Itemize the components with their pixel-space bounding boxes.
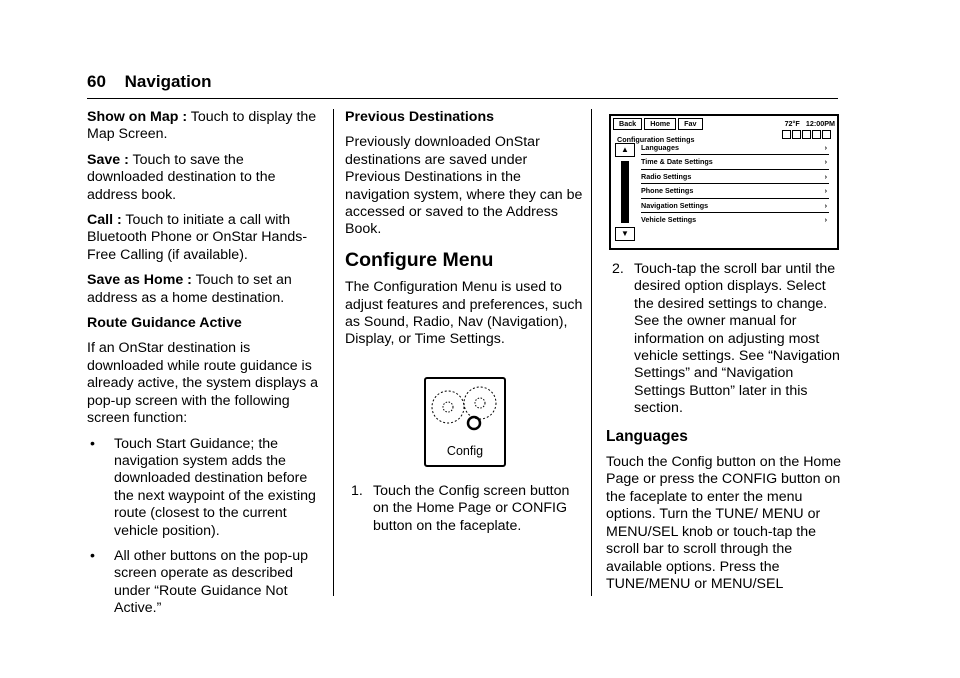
status-icon — [782, 130, 791, 139]
configuration-screen-figure — [609, 114, 839, 250]
section-title: Navigation — [124, 72, 212, 91]
chevron-right-icon: › — [824, 171, 827, 181]
bullet-text: Touch Start Guidance; the navigation system adds the downloaded destination before the next waypoint of the existing route (closest to the current vehicle position). — [114, 435, 316, 539]
step-1 — [345, 483, 585, 535]
languages-heading: Languages — [606, 427, 688, 445]
step-number: 1. — [351, 482, 363, 499]
scroll-bar[interactable] — [615, 143, 635, 239]
config-label: Config — [446, 444, 484, 459]
column-2 — [345, 109, 585, 543]
bullet-item — [87, 436, 322, 540]
header-rule — [87, 98, 838, 99]
save-as-home-entry — [87, 272, 322, 307]
gears-icon — [426, 381, 504, 441]
term-label: Save as Home : — [87, 272, 192, 289]
chevron-right-icon: › — [824, 157, 827, 167]
term-text: Touch to display the Map Screen. — [87, 109, 317, 143]
bullet-text: All other buttons on the pop-up screen operate as described under “Route Guidance Not Active.” — [114, 547, 309, 617]
column-divider — [591, 109, 592, 596]
route-guidance-paragraph: If an OnStar destination is downloaded while route guidance is already active, the system displays a pop-up screen with the following screen function: — [87, 340, 319, 427]
page-number: 60 — [87, 72, 106, 91]
page-header — [87, 72, 212, 92]
item-label: Navigation Settings — [641, 200, 709, 210]
step-2 — [606, 261, 842, 418]
back-button[interactable]: Back — [613, 118, 642, 130]
column-1 — [87, 109, 322, 626]
home-button[interactable]: Home — [644, 118, 676, 130]
item-label: Vehicle Settings — [641, 214, 697, 224]
screen-top-bar — [613, 118, 835, 130]
item-label: Phone Settings — [641, 186, 694, 196]
status-icons — [782, 130, 831, 139]
step-text: Touch the Config screen button on the Home Page or CONFIG button on the faceplate. — [373, 482, 570, 534]
save-entry — [87, 152, 322, 204]
settings-list — [641, 141, 829, 226]
bullet-mark: • — [90, 547, 95, 564]
step-text: Touch-tap the scroll bar until the desired option displays. Select the desired settings to change. See the owner manual for information on adjusting most vehicle settings. See “Navigation Settings” and “Navigation Settings Button” later in this section. — [634, 261, 840, 417]
chevron-right-icon: › — [824, 214, 827, 224]
step-number: 2. — [612, 261, 624, 277]
column-3 — [606, 109, 842, 601]
temperature: 72°F — [784, 119, 800, 129]
previous-destinations-paragraph: Previously downloaded OnStar destinations are saved under Previous Destinations in the navigation system, where they can be accessed or saved to the Address Book. — [345, 134, 583, 238]
scroll-up-icon[interactable]: ▲ — [615, 143, 635, 157]
configure-menu-heading: Configure Menu — [345, 248, 494, 271]
scroll-down-icon[interactable]: ▼ — [615, 227, 635, 241]
item-label: Languages — [641, 143, 679, 152]
bullet-item — [87, 548, 322, 618]
chevron-right-icon: › — [824, 186, 827, 196]
scroll-thumb[interactable] — [621, 161, 629, 223]
bullet-mark: • — [90, 435, 95, 452]
route-guidance-heading: Route Guidance Active — [87, 315, 242, 332]
status-icon — [822, 130, 831, 139]
status-icon — [792, 130, 801, 139]
status-icon — [812, 130, 821, 139]
clock: 12:00PM — [805, 119, 835, 129]
chevron-right-icon: › — [824, 143, 827, 152]
term-text: Touch to set an address as a home destination. — [87, 272, 292, 306]
column-divider — [333, 109, 334, 596]
term-text: Touch to initiate a call with Bluetooth Phone or OnStar Hands-Free Calling (if available). — [87, 212, 308, 263]
screen-title: Configuration Settings — [617, 135, 695, 144]
item-label: Radio Settings — [641, 171, 692, 181]
config-button-figure — [424, 377, 506, 467]
languages-paragraph: Touch the Config button on the Home Page or press the CONFIG button on the faceplate to enter the menu options. Turn the TUNE/ MENU or MENU/SEL knob or touch-tap the scroll bar to scroll through the available options. Press the TUNE/MENU or MENU/SEL — [606, 454, 842, 592]
item-label: Time & Date Settings — [641, 157, 713, 167]
term-text: Touch to save the downloaded destination to the address book. — [87, 151, 276, 203]
fav-button[interactable]: Fav — [678, 118, 702, 130]
previous-destinations-heading: Previous Destinations — [345, 109, 495, 125]
term-label: Show on Map : — [87, 109, 188, 125]
configure-menu-paragraph: The Configuration Menu is used to adjust features and preferences, such as Sound, Radio, Nav (Navigation), Display, or Time Settings. — [345, 279, 583, 348]
show-on-map-entry — [87, 109, 322, 144]
call-entry — [87, 212, 322, 264]
chevron-right-icon: › — [824, 200, 827, 210]
term-label: Save : — [87, 151, 129, 168]
term-label: Call : — [87, 212, 122, 229]
status-icon — [802, 130, 811, 139]
settings-item-vehicle[interactable] — [641, 213, 829, 226]
